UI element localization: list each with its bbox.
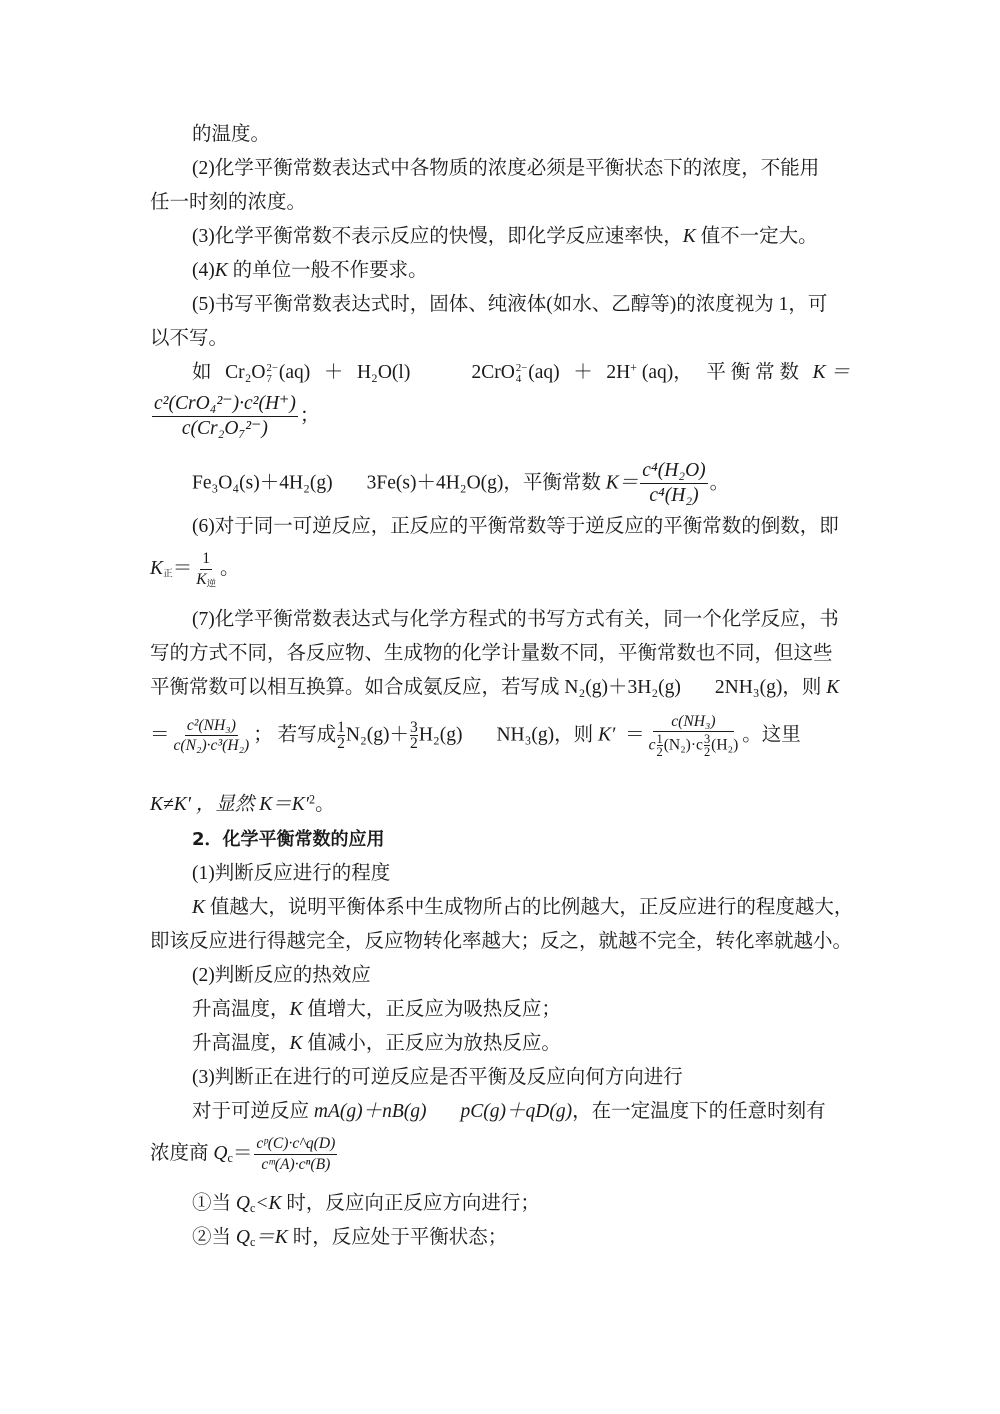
product-chromate: 2CrO 2− 4 (aq) [471, 361, 560, 385]
app-3-line-1: 对于可逆反应 mA(g)＋nB(g) pC(g)＋qD(g)，在一定温度下的任意时刻有 [192, 1101, 826, 1122]
example-2-equation: Fe₃O₄(s)＋4H₂(g) 3Fe(s)＋4H₂O(g)，平衡常数 K＝ $\frac{\text{c⁴(H₂O)}}{\text{c⁴(H₂)}}$ 。 [192, 460, 730, 507]
item-7-line-1: (7)化学平衡常数表达式与化学方程式的书写方式有关，同一个化学反应，书 [192, 609, 839, 630]
fraction: c(NH₃) c $\frac{1}{2}$ (N₂)·c $\frac{3}{2}$ (H₂) [648, 713, 739, 760]
app-1-line-1: K 值越大，说明平衡体系中生成物所占的比例越大，正反应进行的程度越大， [192, 897, 854, 918]
item-2-line-1: (2)化学平衡常数表达式中各物质的浓度必须是平衡状态下的浓度，不能用 [192, 158, 820, 179]
app-1-line-2: 即该反应进行得越完全，反应物转化率越大；反之，就越不完全，转化率就越小。 [150, 931, 853, 952]
fraction: $\frac{1}{K_逆}$ [196, 550, 217, 590]
fraction: $\frac{\text{c⁴(H₂O)}}{\text{c⁴(H₂)}}$ [642, 460, 706, 507]
item-4: (4)K 的单位一般不作要求。 [192, 260, 428, 281]
case-2: ②当 $Q_c=K$ 时，反应处于平衡状态； [192, 1227, 508, 1250]
text-line: 的温度。 [192, 124, 271, 145]
section-2-heading: 2．化学平衡常数的应用 [192, 829, 385, 850]
k-symbol: K [682, 226, 696, 247]
item-5-line-1: (5)书写平衡常数表达式时，固体、纯液体(如水、乙醇等)的浓度视为 1，可 [192, 294, 828, 315]
app-3-qc-formula: 浓度商 $Q_c=$ $\frac{\text{cᵖ(C)·c\textasciicircum{}q(D)}}{\text{cᵐ(A)·cⁿ(B)}}$ [150, 1135, 336, 1173]
item-3: (3)化学平衡常数不表示反应的快慢，即化学反应速率快，K 值不一定大。 [192, 226, 818, 247]
app-2-line-2: 升高温度，K 值减小，正反应为放热反应。 [192, 1033, 561, 1054]
fraction: $\frac{\text{cᵖ(C)·c\textasciicircum{}q(D)}}{\text{cᵐ(A)·cⁿ(B)}}$ [256, 1135, 336, 1173]
app-2-title: (2)判断反应的热效应 [192, 965, 371, 986]
product-hydrogen-ion: 2H+ (aq)， [606, 360, 693, 383]
item-7-k-expressions: ＝ $\frac{\text{c²(NH₃)}}{\text{c(N₂)·c³(H₂)}}$ ； 若写成 $\frac{1}{2}$ N₂(g)＋ $\frac{3}{2}$ H₂(g) NH₃(g)，则 K′ ＝ c(NH₃) c $\frac{1}{2}$ (N₂)·c $\frac{3}{2}$ (H₂) 。这里 [150, 713, 801, 760]
case-1: ①当 $Q_c<K$ 时，反应向正反应方向进行； [192, 1193, 540, 1216]
app-1-title: (1)判断反应进行的程度 [192, 863, 391, 884]
item-5-line-2: 以不写。 [150, 328, 229, 349]
example-1-k-expression: $\frac{\text{c²(CrO₄²⁻)·c²(H⁺)}}{\text{c(Cr₂O₇²⁻)}}$ ； [154, 393, 320, 440]
item-2-line-2: 任一时刻的浓度。 [150, 192, 307, 213]
app-2-line-1: 升高温度，K 值增大，正反应为吸热反应； [192, 999, 561, 1020]
reactant-water: H₂O(l) [356, 362, 411, 383]
reactant-dichromate: Cr₂O 2− 7 (aq) [225, 361, 311, 385]
item-7-line-2: 写的方式不同，各反应物、生成物的化学计量数不同，平衡常数也不同，但这些 [150, 643, 833, 664]
item-6-line-1: (6)对于同一可逆反应，正反应的平衡常数等于逆反应的平衡常数的倒数，即 [192, 516, 839, 537]
item-6-formula: $K_正=$ $\frac{1}{K_逆}$ 。 [150, 550, 240, 590]
app-3-title: (3)判断正在进行的可逆反应是否平衡及反应向何方向进行 [192, 1067, 683, 1088]
item-7-conclusion: K≠K′ ，显然 $K=K'^2$。 [150, 792, 335, 815]
example-1-equation: 如 Cr₂O 2− 7 (aq) ＋ H₂O(l) 2CrO 2− 4 (aq) ＋ 2H+ (aq)， 平 衡 常 数 K ＝ [192, 359, 850, 387]
fraction: $\frac{\text{c²(CrO₄²⁻)·c²(H⁺)}}{\text{c(Cr₂O₇²⁻)}}$ [154, 393, 296, 440]
item-7-line-3: 平衡常数可以相互换算。如合成氨反应，若写成 N₂(g)＋3H₂(g) 2NH₃(g)，则 K [150, 677, 840, 698]
fraction: $\frac{\text{c²(NH₃)}}{\text{c(N₂)·c³(H₂)}}$ [173, 716, 250, 755]
k-symbol: K [214, 260, 228, 281]
